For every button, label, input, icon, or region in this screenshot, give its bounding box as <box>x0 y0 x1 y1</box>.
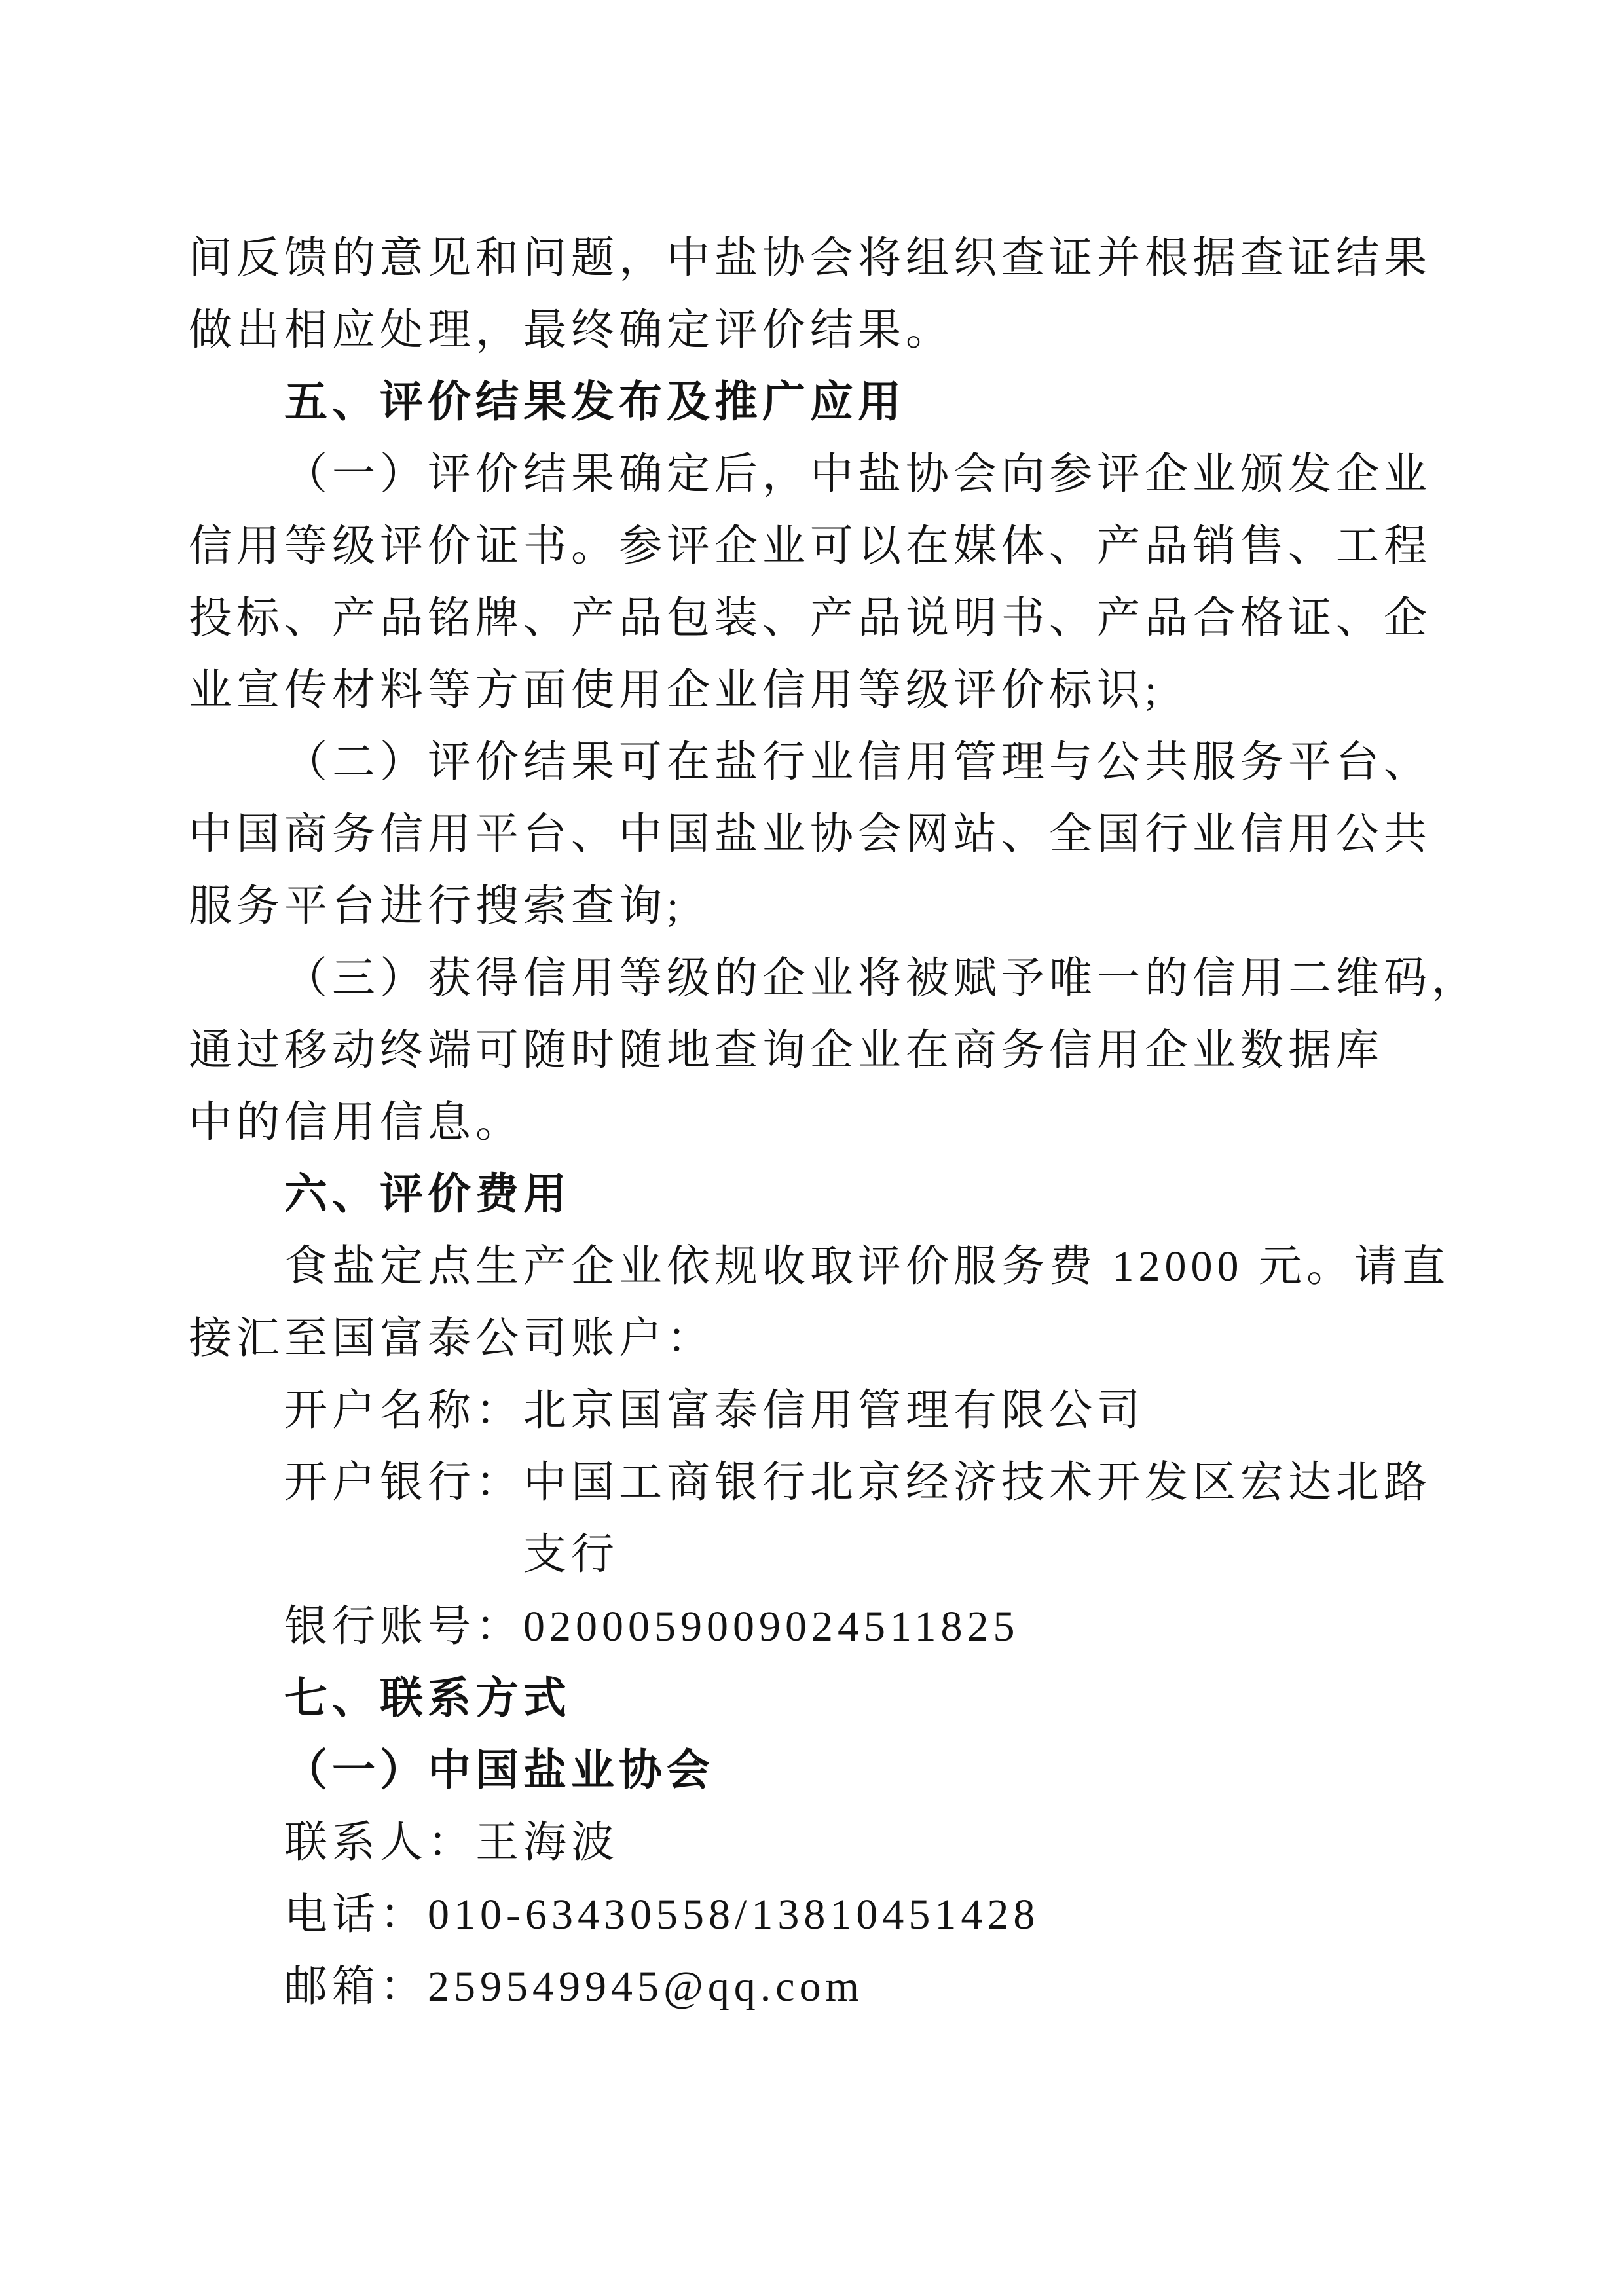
text-line-19: 支行 <box>523 1531 619 1578</box>
text-line-7: 业宣传材料等方面使用企业信用等级评价标识; <box>189 666 1162 714</box>
text-line-22: （一）中国盐业协会 <box>284 1747 714 1795</box>
text-line-24: 电话：010-63430558/13810451428 <box>284 1891 1040 1939</box>
text-line-17: 开户名称：北京国富泰信用管理有限公司 <box>284 1387 1145 1434</box>
text-line-9: 中国商务信用平台、中国盐业协会网站、全国行业信用公共 <box>189 811 1431 858</box>
text-lines <box>189 223 1479 2023</box>
text-line-18: 开户银行：中国工商银行北京经济技术开发区宏达北路 <box>284 1459 1431 1506</box>
text-line-13: 中的信用信息。 <box>189 1099 523 1146</box>
text-line-21: 七、联系方式 <box>284 1675 571 1722</box>
text-line-2: 做出相应处理，最终确定评价结果。 <box>189 306 953 354</box>
text-line-4: （一）评价结果确定后，中盐协会向参评企业颁发企业 <box>284 450 1431 498</box>
text-line-14: 六、评价费用 <box>284 1171 571 1218</box>
text-line-23: 联系人：王海波 <box>284 1819 619 1867</box>
text-line-11: （三）获得信用等级的企业将被赋予唯一的信用二维码， <box>284 955 1479 1002</box>
text-line-3: 五、评价结果发布及推广应用 <box>284 378 906 426</box>
text-line-5: 信用等级评价证书。参评企业可以在媒体、产品销售、工程 <box>189 522 1431 570</box>
text-line-8: （二）评价结果可在盐行业信用管理与公共服务平台、 <box>284 738 1431 786</box>
text-line-16: 接汇至国富泰公司账户： <box>189 1315 714 1362</box>
text-line-10: 服务平台进行搜索查询; <box>189 883 684 930</box>
text-line-25: 邮箱：259549945@qq.com <box>284 1963 864 2011</box>
text-line-20: 银行账号：0200059009024511825 <box>284 1603 1020 1650</box>
text-line-12: 通过移动终端可随时随地查询企业在商务信用企业数据库 <box>189 1027 1384 1074</box>
text-line-6: 投标、产品铭牌、产品包装、产品说明书、产品合格证、企 <box>189 594 1431 642</box>
text-line-1: 间反馈的意见和问题，中盐协会将组织查证并根据查证结果 <box>189 234 1431 282</box>
text-line-15: 食盐定点生产企业依规收取评价服务费 12000 元。请直 <box>284 1243 1450 1290</box>
